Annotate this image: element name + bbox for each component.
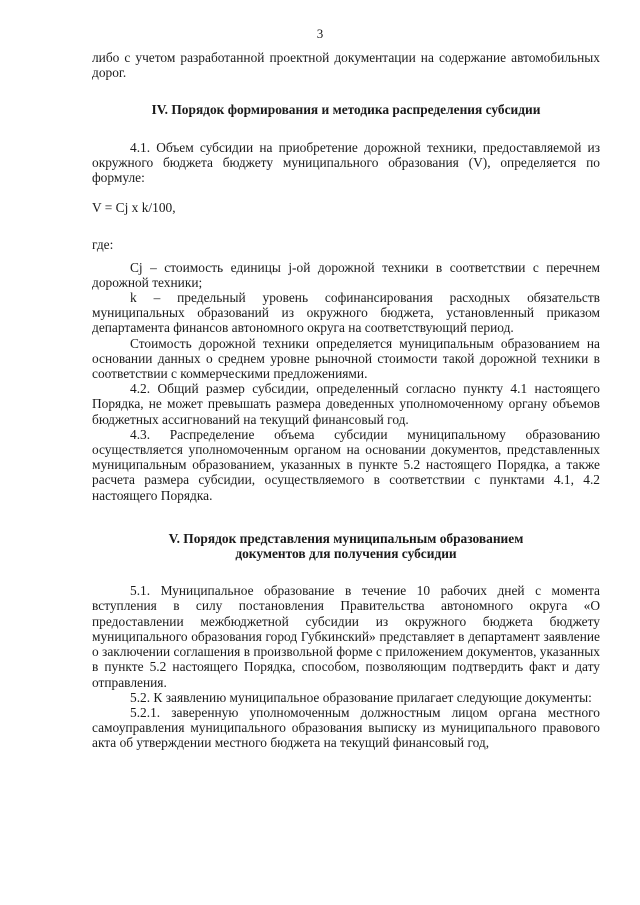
paragraph-4-3: 4.3. Распределение объема субсидии муниципальному образованию осуществляется уполномоченным органом на основании документов, представленных муниципальным образованием, указанных в пункте 5.2 настоящего Порядка, а также расчета размера субсидии, осуществляемого в соответствии с пунктами 4.1, 4.2 настоящего Порядка.	[92, 426, 600, 503]
paragraph-5-2-1: 5.2.1. заверенную уполномоченным должностным лицом органа местного самоуправления муниципального образования выписку из муниципального правового акта об утверждении местного бюджета на текущий финансовый год,	[92, 704, 600, 751]
paragraph-4-2: 4.2. Общий размер субсидии, определенный согласно пункту 4.1 настоящего Порядка, не может превышать размера доведенных уполномоченному органу объемов бюджетных ассигнований на текущий финансовый год.	[92, 381, 600, 427]
page-number: 3	[316, 26, 324, 41]
paragraph-4-1: 4.1. Объем субсидии на приобретение дорожной техники, предоставляемой из окружного бюджета бюджету муниципального образования (V), определяется по формуле:	[92, 139, 600, 186]
section-heading-v-line1: V. Порядок представления муниципальным образованием	[168, 530, 524, 546]
paragraph-5-2: 5.2. К заявлению муниципальное образование прилагает следующие документы:	[130, 689, 592, 705]
paragraph-k-definition: k – предельный уровень софинансирования расходных обязательств муниципальных образований из окружного бюджета, установленный приказом департамента финансов автономного округа на соответствующий период.	[92, 290, 600, 336]
paragraph-5-1: 5.1. Муниципальное образование в течение 10 рабочих дней с момента вступления в силу постановления Правительства автономного округа «О предоставлении межбюджетной субсидии из окружного бюджета бюджету муниципального образования город Губкинский» представляет в департамент заявление о заключении соглашения в произвольной форме с приложением документов, указанных в пункте 5.2 настоящего Порядка, способом, позволяющим подтвердить факт и дату отправления.	[92, 583, 600, 690]
paragraph-cost-determination: Стоимость дорожной техники определяется муниципальным образованием на основании данных о среднем уровне рыночной стоимости такой дорожной техники в соответствии с коммерческими предложениями.	[92, 335, 600, 382]
page-content	[92, 50, 600, 751]
section-heading-iv: IV. Порядок формирования и методика распределения субсидии	[151, 102, 541, 118]
paragraph-continuation: либо с учетом разработанной проектной документации на содержание автомобильных дорог.	[92, 50, 600, 81]
section-heading-v-line2: документов для получения субсидии	[235, 546, 457, 562]
where-label: где:	[92, 237, 114, 253]
formula: V = Cj x k/100,	[92, 200, 176, 216]
paragraph-cj-definition: Cj – стоимость единицы j-ой дорожной техники в соответствии с перечнем дорожной техники;	[92, 259, 600, 290]
